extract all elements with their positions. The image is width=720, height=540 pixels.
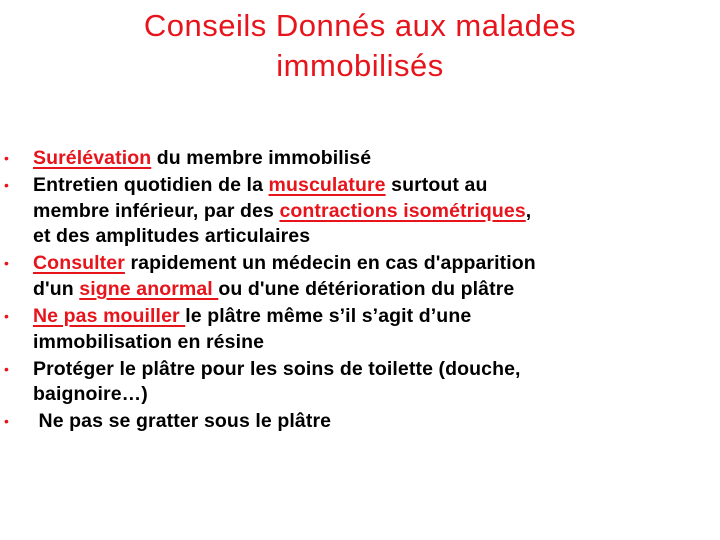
list-item-no-scratching — [0, 409, 720, 435]
item-text: le plâtre même s’il s’agit d’une — [185, 305, 472, 328]
item-line — [33, 304, 700, 330]
item-line — [33, 330, 700, 356]
item-text: et des amplitudes articulaires — [33, 225, 311, 248]
item-line — [33, 146, 700, 172]
bullet-icon: • — [4, 177, 10, 194]
keyword-musculature: musculature — [268, 174, 386, 197]
item-text: baignoire…) — [33, 383, 148, 406]
bullet-icon: • — [4, 413, 10, 430]
keyword-do-not-wet: Ne pas mouiller — [33, 305, 186, 328]
item-text: du membre immobilisé — [151, 147, 372, 169]
list-item-muscle-maintenance — [0, 173, 720, 250]
bullet-icon: • — [4, 360, 10, 377]
keyword-abnormal-sign: signe anormal — [79, 277, 219, 300]
bullet-icon: • — [4, 255, 10, 272]
item-text: Protéger le plâtre pour les soins de toilette (douche, — [33, 357, 521, 380]
item-text: Entretien quotidien de la — [33, 174, 269, 197]
keyword-elevation: Surélévation — [33, 147, 152, 169]
item-line — [33, 382, 700, 408]
item-line — [33, 173, 700, 199]
keyword-consult: Consulter — [33, 252, 125, 275]
item-text: d'un — [33, 277, 80, 300]
item-line — [33, 277, 700, 303]
item-text: ou d'une détérioration du plâtre — [218, 277, 515, 300]
list-item-elevation — [0, 146, 720, 172]
item-line — [33, 251, 700, 277]
advice-list — [0, 146, 720, 437]
item-text: membre inférieur, par des — [33, 199, 280, 222]
list-item-consult-doctor — [0, 251, 720, 302]
bullet-icon: • — [4, 150, 10, 166]
slide-title-line-2: immobilisés — [276, 48, 444, 83]
item-line — [33, 224, 700, 250]
slide-title-line-1: Conseils Donnés aux malades — [143, 8, 577, 43]
bullet-icon: • — [4, 308, 10, 325]
list-item-keep-dry — [0, 304, 720, 355]
slide-title — [0, 6, 720, 86]
item-text: Ne pas se gratter sous le plâtre — [33, 410, 332, 433]
item-text: , — [525, 199, 532, 222]
keyword-isometric-contractions: contractions isométriques — [279, 199, 526, 222]
list-item-protect-cast — [0, 357, 720, 408]
item-line — [33, 409, 700, 435]
item-text: rapidement un médecin en cas d'apparition — [124, 252, 536, 275]
item-text: immobilisation en résine — [33, 330, 265, 353]
item-line — [33, 199, 700, 225]
item-line — [33, 357, 700, 383]
item-text: surtout au — [385, 174, 488, 197]
